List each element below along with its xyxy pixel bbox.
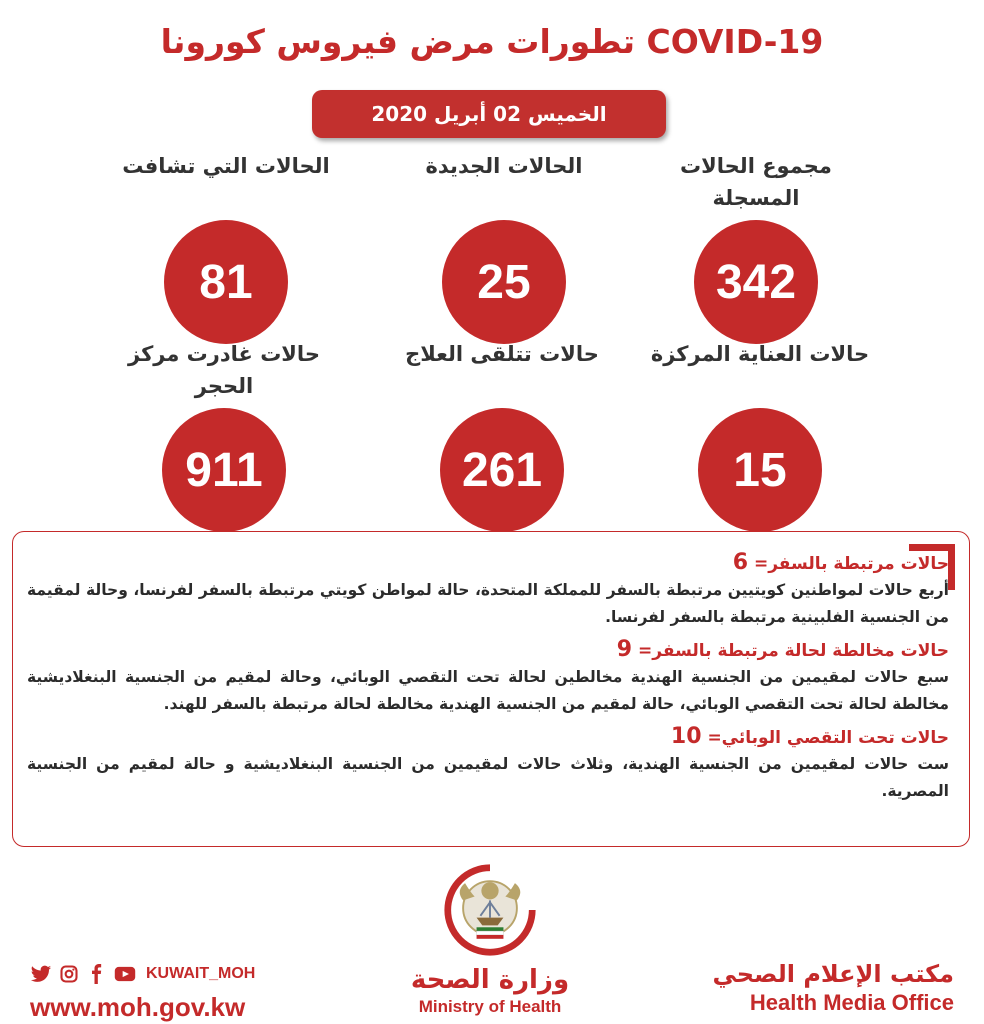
facebook-icon[interactable] bbox=[86, 964, 108, 984]
section-heading-text: حالات تحت التقصي الوبائي= bbox=[707, 728, 949, 748]
stat-value-circle: 342 bbox=[694, 220, 818, 344]
section-heading bbox=[27, 550, 949, 577]
health-media-office-logo bbox=[713, 960, 955, 1018]
section-travel-related bbox=[27, 550, 949, 631]
stat-value-circle: 25 bbox=[442, 220, 566, 344]
kuwait-emblem-icon bbox=[442, 862, 538, 958]
social-handle[interactable]: KUWAIT_MOH bbox=[146, 965, 256, 982]
date-text: الخميس 02 أبريل 2020 bbox=[371, 102, 607, 126]
section-body: ست حالات لمقيمين من الجنسية الهندية، وثلاث حالات لمقيمين من الجنسية البنغلاديشية و حالة لمقيم من الجنسية المصرية. bbox=[27, 755, 949, 800]
stat-value-circle: 911 bbox=[162, 408, 286, 532]
date-banner bbox=[312, 90, 666, 138]
stat-label: حالات غادرت مركز الحجر bbox=[128, 342, 320, 398]
stat-value-circle: 261 bbox=[440, 408, 564, 532]
youtube-icon[interactable] bbox=[114, 964, 136, 984]
ministry-name-ar: وزارة الصحة bbox=[410, 965, 570, 995]
case-details-panel bbox=[12, 531, 970, 847]
ministry-logo bbox=[390, 862, 590, 1018]
social-links bbox=[30, 962, 255, 1023]
section-count: 9 bbox=[616, 637, 633, 662]
stat-recovered bbox=[106, 150, 346, 344]
stat-icu bbox=[640, 338, 880, 532]
instagram-icon[interactable] bbox=[58, 964, 80, 984]
section-heading-text: حالات مرتبطة بالسفر= bbox=[753, 554, 949, 574]
section-heading-text: حالات مخالطة لحالة مرتبطة بالسفر= bbox=[638, 641, 949, 661]
section-count: 10 bbox=[670, 724, 702, 749]
stat-label: حالات العناية المركزة bbox=[650, 342, 870, 366]
office-name-en: Health Media Office bbox=[749, 990, 954, 1015]
section-contacts bbox=[27, 637, 949, 718]
website-link[interactable]: www.moh.gov.kw bbox=[30, 992, 246, 1022]
stat-label: الحالات الجديدة bbox=[425, 154, 583, 178]
stat-label: حالات تتلقى العلاج bbox=[405, 342, 599, 366]
section-body: أربع حالات لمواطنين كويتيين مرتبطة بالسفر للمملكة المتحدة، حالة لمواطن كويتي مرتبطة بالسفر لفرنسا، وحالة لمقيمة من الجنسية الفلبينية مرتبطة بالسفر لفرنسا. bbox=[27, 581, 949, 626]
office-name-ar: مكتب الإعلام الصحي bbox=[712, 960, 954, 988]
stat-left-quarantine bbox=[104, 338, 344, 532]
page-title: تطورات مرض فيروس كورونا COVID-19 bbox=[160, 22, 824, 61]
twitter-icon[interactable] bbox=[30, 964, 52, 984]
section-heading bbox=[27, 724, 949, 751]
stat-value-circle: 15 bbox=[698, 408, 822, 532]
stat-new-cases bbox=[384, 150, 624, 344]
stat-under-treatment bbox=[382, 338, 622, 532]
stat-label: مجموع الحالات المسجلة bbox=[680, 154, 832, 210]
section-under-investigation bbox=[27, 724, 949, 805]
stat-label: الحالات التي تشافت bbox=[122, 154, 330, 178]
section-count: 6 bbox=[732, 550, 749, 575]
ministry-name-en: Ministry of Health bbox=[418, 997, 562, 1016]
section-body: سبع حالات لمقيمين من الجنسية الهندية مخالطين لحالة تحت التقصي الوبائي، وحالة لمقيم من الجنسية البنغلاديشية مخالطة لحالة تحت التقصي الوبائي، حالة لمقيم من الجنسية الهندية مخالطة لحالة مرتبطة بالسفر للهند. bbox=[27, 668, 949, 713]
section-heading bbox=[27, 637, 949, 664]
stat-total-cases bbox=[636, 150, 876, 344]
stat-value-circle: 81 bbox=[164, 220, 288, 344]
